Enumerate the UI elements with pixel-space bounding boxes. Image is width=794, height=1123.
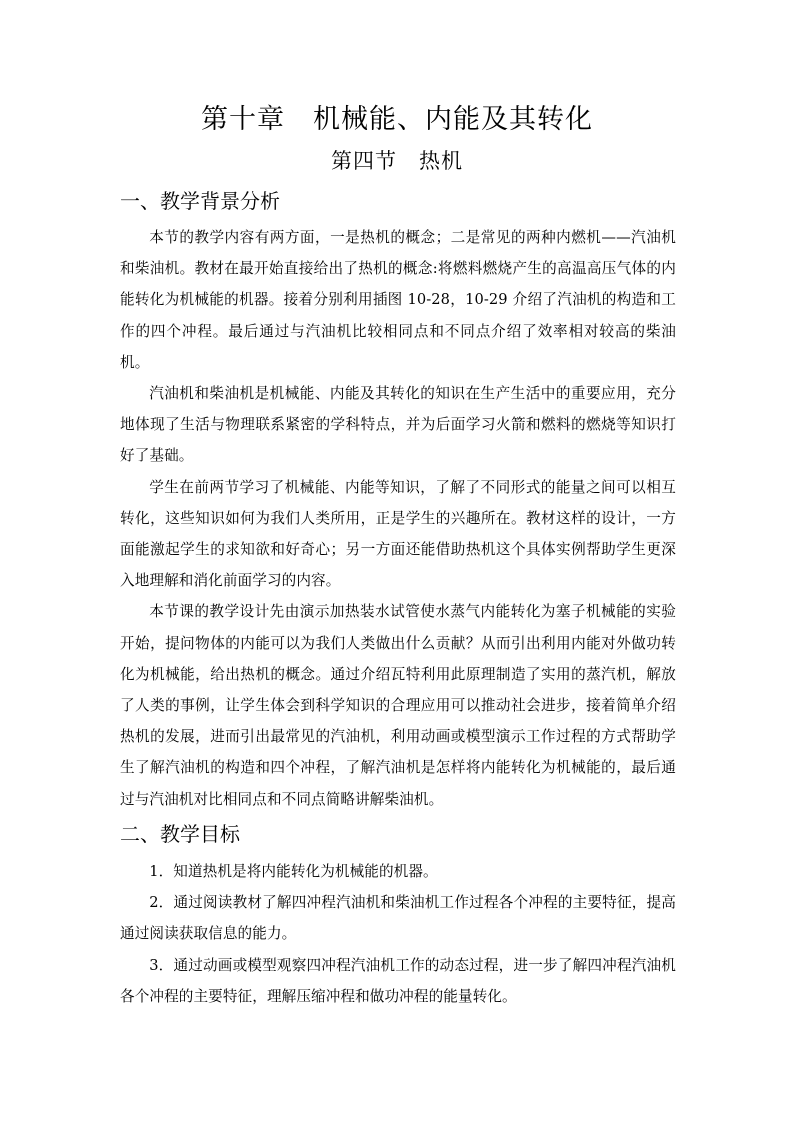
teaching-background-body [120, 222, 676, 815]
section-title: 第四节 热机 [331, 149, 463, 173]
objective-item: 3．通过动画或模型观察四冲程汽油机工作的动态过程，进一步了解四冲程汽油机各个冲程的主要特征，理解压缩冲程和做功冲程的能量转化。 [120, 956, 676, 1005]
heading-teaching-objectives: 二、教学目标 [120, 822, 240, 846]
paragraph: 本节课的教学设计先由演示加热装水试管使水蒸气内能转化为塞子机械能的实验开始，提问物体的内能可以为我们人类做出什么贡献？从而引出利用内能对外做功转化为机械能，给出热机的概念。通过介绍瓦特利用此原理制造了实用的蒸汽机，解放了人类的事例，让学生体会到科学知识的合理应用可以推动社会进步，接着简单介绍热机的发展，进而引出最常见的汽油机，利用动画或模型演示工作过程的方式帮助学生了解汽油机的构造和四个冲程，了解汽油机是怎样将内能转化为机械能的，最后通过与汽油机对比相同点和不同点简略讲解柴油机。 [120, 603, 676, 808]
objective-item: 1．知道热机是将内能转化为机械能的机器。 [149, 863, 438, 880]
paragraph: 汽油机和柴油机是机械能、内能及其转化的知识在生产生活中的重要应用，充分地体现了生活与物理联系紧密的学科特点，并为后面学习火箭和燃料的燃烧等知识打好了基础。 [120, 385, 676, 465]
teaching-objectives-list [120, 856, 676, 1012]
paragraph: 学生在前两节学习了机械能、内能等知识，了解了不同形式的能量之间可以相互转化，这些知识如何为我们人类所用，正是学生的兴趣所在。教材这样的设计，一方面能激起学生的求知欲和好奇心；另一方面还能借助热机这个具体实例帮助学生更深入地理解和消化前面学习的内容。 [120, 478, 676, 590]
chapter-title: 第十章 机械能、内能及其转化 [201, 104, 593, 135]
objective-item: 2．通过阅读教材了解四冲程汽油机和柴油机工作过程各个冲程的主要特征，提高通过阅读获取信息的能力。 [120, 894, 676, 943]
paragraph: 本节的教学内容有两方面，一是热机的概念；二是常见的两种内燃机——汽油机和柴油机。教材在最开始直接给出了热机的概念:将燃料燃烧产生的高温高压气体的内能转化为机械能的机器。接着分别利用插图 10-28，10-29 介绍了汽油机的构造和工作的四个冲程。最后通过与汽油机比较相同点和不同点介绍了效率相对较高的柴油机。 [120, 229, 676, 371]
heading-teaching-background: 一、教学背景分析 [120, 189, 280, 213]
